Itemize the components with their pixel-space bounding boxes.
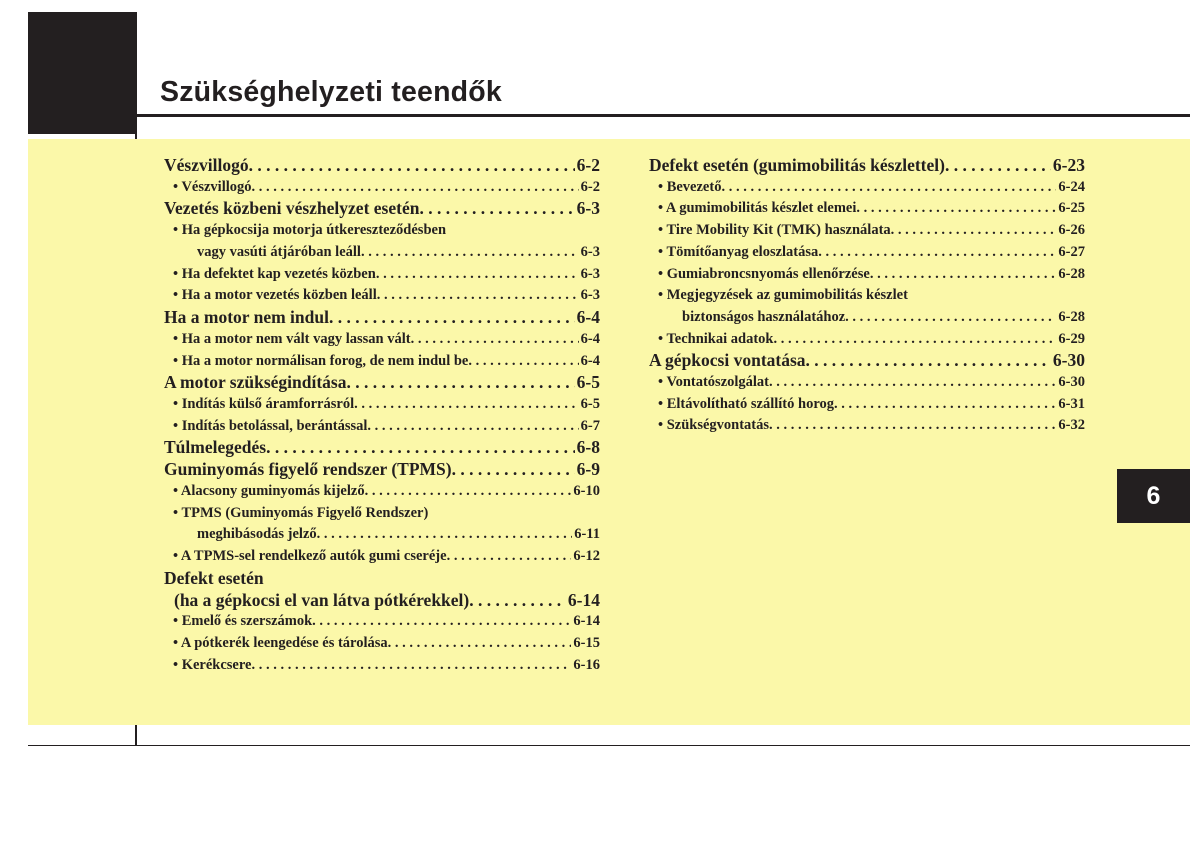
toc-subentry[interactable]	[164, 264, 600, 286]
toc-leader-dots	[845, 307, 1056, 329]
toc-entry-label: • Indítás külső áramforrásról	[173, 396, 355, 412]
toc-heading[interactable]	[164, 568, 600, 590]
toc-page-number: 6-9	[576, 459, 600, 480]
toc-subentry[interactable]	[164, 220, 600, 242]
toc-leader-dots	[411, 329, 579, 351]
toc-page-number: 6-4	[580, 330, 600, 347]
toc-page-number: 6-31	[1058, 395, 1085, 412]
toc-subentry[interactable]	[649, 415, 1085, 437]
toc-entry-label: Túlmelegedés	[164, 437, 267, 458]
corner-black-block	[28, 12, 136, 134]
toc-right-column	[649, 155, 1085, 437]
toc-leader-dots	[317, 524, 573, 546]
toc-leader-dots	[252, 177, 579, 199]
toc-page-number: 6-16	[573, 656, 600, 673]
toc-leader-dots	[329, 307, 575, 329]
toc-subentry[interactable]	[164, 655, 600, 677]
toc-leader-dots	[891, 220, 1057, 242]
toc-page-number: 6-5	[576, 372, 600, 393]
toc-page-number: 6-29	[1058, 330, 1085, 347]
toc-leader-dots	[419, 198, 574, 220]
toc-page-number: 6-11	[574, 526, 600, 543]
toc-entry-label: (ha a gépkocsi el van látva pótkérekkel)	[174, 589, 470, 610]
toc-subentry[interactable]	[164, 285, 600, 307]
toc-entry-label: • Szükségvontatás	[658, 417, 770, 434]
toc-page-number: 6-3	[580, 287, 600, 304]
chapter-number-tab[interactable]: 6	[1117, 469, 1190, 523]
toc-heading[interactable]	[164, 372, 600, 394]
toc-page-number: 6-24	[1058, 178, 1085, 195]
toc-entry-label: • Alacsony guminyomás kijelző	[173, 482, 365, 499]
toc-subentry[interactable]	[164, 242, 600, 264]
toc-entry-label: • Megjegyzések az gumimobilitás készlet	[658, 287, 908, 304]
toc-leader-dots	[452, 459, 575, 481]
toc-leader-dots	[721, 177, 1056, 199]
toc-page-number: 6-3	[580, 265, 600, 282]
toc-entry-label: • TPMS (Guminyomás Figyelő Rendszer)	[173, 504, 429, 521]
toc-subentry[interactable]	[164, 394, 600, 416]
toc-leader-dots	[769, 415, 1056, 437]
toc-leader-dots	[447, 546, 572, 568]
toc-entry-label: Guminyomás figyelő rendszer (TPMS)	[164, 459, 452, 480]
toc-leader-dots	[388, 633, 572, 655]
toc-heading[interactable]	[164, 155, 600, 177]
toc-heading[interactable]	[164, 198, 600, 220]
toc-leader-dots	[266, 437, 575, 459]
toc-entry-label: Vezetés közbeni vészhelyzet esetén	[164, 198, 420, 219]
toc-entry-label: Ha a motor nem indul	[164, 307, 329, 328]
bottom-rule	[28, 745, 1190, 746]
toc-subentry[interactable]	[164, 329, 600, 351]
toc-subentry[interactable]	[164, 633, 600, 655]
toc-entry-label: • Ha defektet kap vezetés közben	[173, 265, 376, 282]
toc-leader-dots	[856, 198, 1056, 220]
toc-page-number: 6-2	[576, 155, 600, 175]
toc-page-number: 6-8	[576, 437, 600, 458]
toc-leader-dots	[312, 611, 571, 633]
toc-subentry[interactable]	[164, 481, 600, 503]
toc-entry-label: • Tire Mobility Kit (TMK) használata	[658, 222, 891, 239]
toc-page-number: 6-28	[1058, 265, 1085, 282]
toc-subentry[interactable]	[164, 524, 600, 546]
toc-left-column	[164, 155, 600, 676]
toc-page-number: 6-4	[580, 352, 600, 369]
toc-page-number: 6-14	[573, 613, 600, 630]
toc-subentry[interactable]	[164, 177, 600, 199]
toc-subentry[interactable]	[164, 351, 600, 373]
toc-entry-label: • Bevezető	[658, 178, 722, 195]
toc-leader-dots	[870, 264, 1057, 286]
toc-subentry[interactable]	[649, 307, 1085, 329]
toc-entry-label: • Technikai adatok	[658, 330, 774, 347]
toc-subentry[interactable]	[649, 285, 1085, 307]
toc-entry-label: • Vészvillogó	[173, 178, 252, 195]
toc-entry-label: • Tömítőanyag eloszlatása	[658, 243, 819, 260]
toc-heading[interactable]	[164, 590, 600, 612]
toc-entry-label: • A pótkerék leengedése és tárolása	[173, 635, 388, 651]
toc-page-number: 6-27	[1058, 243, 1085, 260]
toc-page-number: 6-26	[1058, 222, 1085, 239]
toc-entry-label: • A TPMS-sel rendelkező autók gumi cseréje	[173, 548, 447, 565]
toc-page-number: 6-23	[1052, 155, 1085, 175]
toc-heading[interactable]	[164, 437, 600, 459]
toc-leader-dots	[806, 350, 1051, 372]
toc-leader-dots	[834, 394, 1056, 416]
toc-subentry[interactable]	[649, 198, 1085, 220]
toc-page-number: 6-4	[576, 307, 600, 328]
toc-entry-label: vagy vasúti átjáróban leáll	[197, 243, 361, 260]
toc-entry-label: • Ha a motor vezetés közben leáll	[173, 287, 377, 304]
toc-entry-label: A gépkocsi vontatása	[649, 350, 806, 371]
toc-heading[interactable]	[164, 307, 600, 329]
toc-leader-dots	[769, 372, 1056, 394]
toc-leader-dots	[469, 590, 566, 612]
toc-subentry[interactable]	[649, 329, 1085, 351]
toc-page-number: 6-10	[573, 482, 600, 499]
toc-entry-label: • Ha gépkocsija motorja útkereszteződésben	[173, 222, 447, 239]
toc-entry-label: Defekt esetén (gumimobilitás készlettel)	[649, 155, 945, 175]
toc-page-number: 6-3	[576, 198, 600, 219]
toc-page-number: 6-30	[1058, 374, 1085, 391]
toc-leader-dots	[773, 329, 1056, 351]
toc-subentry[interactable]	[164, 416, 600, 438]
toc-heading[interactable]	[649, 155, 1085, 177]
toc-entry-label: • Vontatószolgálat	[658, 374, 770, 391]
toc-page-number: 6-28	[1058, 308, 1085, 325]
toc-leader-dots	[249, 155, 575, 177]
toc-subentry[interactable]	[164, 546, 600, 568]
toc-subentry[interactable]	[164, 503, 600, 525]
toc-entry-label: • Eltávolítható szállító horog	[658, 395, 834, 412]
toc-leader-dots	[354, 394, 579, 416]
toc-entry-label: biztonságos használatához	[682, 308, 846, 325]
toc-heading[interactable]	[164, 459, 600, 481]
toc-heading[interactable]	[649, 350, 1085, 372]
toc-subentry[interactable]	[164, 611, 600, 633]
toc-page-number: 6-32	[1058, 417, 1085, 434]
toc-entry-label: • Gumiabroncsnyomás ellenőrzése	[658, 265, 870, 282]
toc-entry-label: Vészvillogó	[164, 155, 249, 175]
toc-entry-label: • Kerékcsere	[173, 656, 252, 673]
toc-leader-dots	[945, 155, 1051, 177]
toc-page-number: 6-5	[580, 396, 600, 412]
toc-leader-dots	[251, 655, 571, 677]
toc-entry-label: • A gumimobilitás készlet elemei	[658, 200, 857, 217]
toc-leader-dots	[377, 285, 579, 307]
toc-page-number: 6-7	[580, 417, 600, 434]
toc-leader-dots	[468, 351, 578, 373]
toc-subentry[interactable]	[649, 264, 1085, 286]
toc-entry-label: Defekt esetén	[164, 567, 264, 588]
toc-subentry[interactable]	[649, 242, 1085, 264]
toc-leader-dots	[361, 242, 579, 264]
toc-entry-label: A motor szükségindítása	[164, 372, 347, 393]
toc-subentry[interactable]	[649, 372, 1085, 394]
toc-entry-label: • Indítás betolással, berántással	[173, 417, 368, 434]
toc-page-number: 6-25	[1058, 200, 1085, 217]
toc-leader-dots	[818, 242, 1056, 264]
toc-page-number: 6-15	[573, 635, 600, 651]
toc-page-number: 6-30	[1052, 350, 1085, 371]
toc-entry-label: • Ha a motor normálisan forog, de nem indul be	[173, 352, 469, 369]
toc-subentry[interactable]	[649, 177, 1085, 199]
toc-leader-dots	[346, 372, 574, 394]
toc-entry-label: meghibásodás jelző	[197, 526, 317, 543]
toc-subentry[interactable]	[649, 220, 1085, 242]
toc-entry-label: • Emelő és szerszámok	[173, 613, 313, 630]
toc-subentry[interactable]	[649, 394, 1085, 416]
toc-entry-label: • Ha a motor nem vált vagy lassan vált	[173, 330, 411, 347]
toc-page-number: 6-14	[567, 589, 600, 610]
toc-leader-dots	[365, 481, 572, 503]
title-underline	[136, 114, 1190, 117]
toc-leader-dots	[367, 416, 578, 438]
toc-leader-dots	[376, 264, 579, 286]
toc-page-number: 6-3	[580, 243, 600, 260]
toc-page-number: 6-2	[580, 178, 600, 195]
chapter-title: Szükséghelyzeti teendők	[160, 76, 502, 108]
toc-page-number: 6-12	[573, 548, 600, 565]
